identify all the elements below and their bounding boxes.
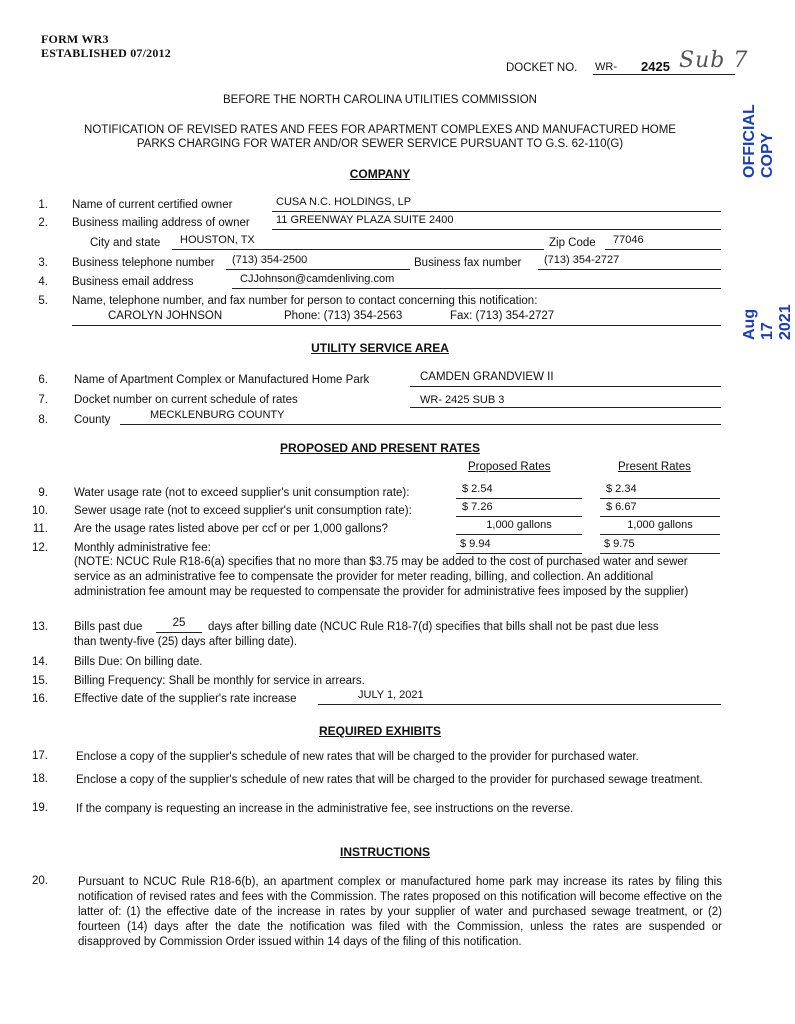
docket-number: 2425 xyxy=(641,59,670,74)
item-6-number: 6. xyxy=(38,374,48,386)
contact-fax: Fax: (713) 354-2727 xyxy=(450,310,555,322)
mailing-address-field xyxy=(272,214,721,230)
zip-label: Zip Code xyxy=(549,237,596,249)
owner-name-value: CUSA N.C. HOLDINGS, LP xyxy=(276,196,412,208)
item-1-number: 1. xyxy=(38,199,48,211)
item-3-label: Business telephone number xyxy=(72,257,215,269)
item-9-label: Water usage rate (not to exceed supplier's unit consumption rate): xyxy=(74,487,410,499)
fax-label: Business fax number xyxy=(414,257,522,269)
item-13-continued: than twenty-five (25) days after billing date). xyxy=(74,636,298,648)
item-7-label: Docket number on current schedule of rates xyxy=(74,394,298,406)
admin-fee-proposed-field xyxy=(456,538,582,554)
contact-field xyxy=(72,310,721,326)
item-18-number: 18. xyxy=(32,773,48,785)
proposed-column-header: Proposed Rates xyxy=(468,461,551,473)
item-13-pre: Bills past due xyxy=(74,621,143,633)
sewer-rate-proposed: $ 7.26 xyxy=(462,501,493,513)
county-value: MECKLENBURG COUNTY xyxy=(150,409,285,421)
contact-name: CAROLYN JOHNSON xyxy=(108,310,223,322)
admin-fee-proposed: $ 9.94 xyxy=(460,538,491,550)
notification-title-line2: PARKS CHARGING FOR WATER AND/OR SEWER SERVICE PURSUANT TO G.S. 62-110(G) xyxy=(136,138,624,150)
docket-label: DOCKET NO. xyxy=(506,62,578,74)
docket-current-field xyxy=(410,393,721,408)
telephone-value: (713) 354-2500 xyxy=(232,254,308,266)
item-14-number: 14. xyxy=(32,656,48,668)
item-16-number: 16. xyxy=(32,693,48,705)
city-label: City and state xyxy=(90,237,161,249)
item-14-label: Bills Due: On billing date. xyxy=(74,656,203,668)
present-column-header: Present Rates xyxy=(618,461,691,473)
docket-current-value: WR- 2425 SUB 3 xyxy=(420,394,505,406)
item-20-text: Pursuant to NCUC Rule R18-6(b), an apartment complex or manufactured home park may increase its rates by filing this notification of revised rates and fees with the Commission. The rates proposed on this notification will become effective on the latter of: (1) the effective date of the increase in rates by your supplier of water and purchased sewage treatment, or (2) fourteen (14) days after the date the notification was filed with the Commission, unless the rates are suspended or disapproved by Commission Order issued within 14 days of the filing of this notification. xyxy=(78,876,722,948)
item-7-number: 7. xyxy=(38,394,48,406)
item-12-label: Monthly administrative fee: xyxy=(74,542,211,554)
sewer-rate-present: $ 6.67 xyxy=(606,501,637,513)
mailing-address-value: 11 GREENWAY PLAZA SUITE 2400 xyxy=(276,214,454,226)
county-field xyxy=(120,409,721,425)
utility-heading: UTILITY SERVICE AREA xyxy=(311,341,449,355)
contact-phone: Phone: (713) 354-2563 xyxy=(284,310,403,322)
item-2-number: 2. xyxy=(38,217,48,229)
rate-unit-proposed-field xyxy=(456,519,582,535)
rate-unit-present: 1,000 gallons xyxy=(627,519,693,531)
fax-value: (713) 354-2727 xyxy=(544,254,620,266)
city-value: HOUSTON, TX xyxy=(180,234,255,246)
item-10-number: 10. xyxy=(32,505,48,517)
docket-sub-handwritten: Sub 7 xyxy=(679,48,749,73)
water-rate-proposed-field xyxy=(456,483,582,499)
fax-field xyxy=(538,254,721,270)
owner-name-field xyxy=(272,196,721,212)
past-due-days-value: 25 xyxy=(172,617,186,629)
admin-fee-present-field xyxy=(600,538,720,554)
complex-name-value: CAMDEN GRANDVIEW II xyxy=(420,371,554,383)
item-15-number: 15. xyxy=(32,675,48,687)
rate-unit-proposed: 1,000 gallons xyxy=(486,519,552,531)
form-established: ESTABLISHED 07/2012 xyxy=(41,46,171,60)
sewer-rate-proposed-field xyxy=(456,501,582,517)
item-16-label: Effective date of the supplier's rate increase xyxy=(74,693,297,705)
item-3-number: 3. xyxy=(38,257,48,269)
item-18-text: Enclose a copy of the supplier's schedule of new rates that will be charged to the provider for purchased sewage treatment. xyxy=(76,774,703,786)
item-11-number: 11. xyxy=(32,523,48,535)
rates-heading: PROPOSED AND PRESENT RATES xyxy=(279,441,481,455)
telephone-field xyxy=(226,254,410,270)
item-10-label: Sewer usage rate (not to exceed supplier's unit consumption rate): xyxy=(74,505,412,517)
item-12-number: 12. xyxy=(32,542,48,554)
item-20-number: 20. xyxy=(32,875,48,887)
form-number: FORM WR3 xyxy=(41,32,109,46)
item-8-number: 8. xyxy=(38,414,48,426)
item-13-post: days after billing date (NCUC Rule R18-7(d) specifies that bills shall not be past due less xyxy=(208,621,659,633)
item-13-number: 13. xyxy=(32,621,48,633)
exhibits-heading: REQUIRED EXHIBITS xyxy=(318,724,441,738)
email-field xyxy=(232,273,721,289)
item-4-label: Business email address xyxy=(72,276,194,288)
item-17-number: 17. xyxy=(32,750,48,762)
item-8-label: County xyxy=(74,414,111,426)
item-4-number: 4. xyxy=(38,276,48,288)
item-5-label: Name, telephone number, and fax number for person to contact concerning this notification: xyxy=(72,295,538,307)
email-value: CJJohnson@camdenliving.com xyxy=(240,273,395,285)
rate-unit-present-field xyxy=(600,519,720,535)
item-5-number: 5. xyxy=(38,295,48,307)
commission-title: BEFORE THE NORTH CAROLINA UTILITIES COMMISSION xyxy=(223,94,537,106)
item-19-number: 19. xyxy=(32,802,48,814)
instructions-heading: INSTRUCTIONS xyxy=(340,845,430,859)
water-rate-present-field xyxy=(600,483,720,499)
water-rate-proposed: $ 2.54 xyxy=(462,483,493,495)
item-17-text: Enclose a copy of the supplier's schedule of new rates that will be charged to the provider for purchased water. xyxy=(76,751,639,763)
effective-date-field xyxy=(318,689,721,705)
company-heading: COMPANY xyxy=(349,167,411,181)
zip-value: 77046 xyxy=(613,234,644,246)
item-1-label: Name of current certified owner xyxy=(72,199,233,211)
notification-title-line1: NOTIFICATION OF REVISED RATES AND FEES FOR APARTMENT COMPLEXES AND MANUFACTURED HOME xyxy=(84,124,676,136)
water-rate-present: $ 2.34 xyxy=(606,483,637,495)
admin-fee-note: (NOTE: NCUC Rule R18-6(a) specifies that no more than $3.75 may be added to the cost of purchased water and sewer service as an administrative fee to compensate the provider for meter reading, billing, and collection. An additional administration fee amount may be requested to compensate the provider for administrative fees imposed by the supplier) xyxy=(74,556,689,598)
item-11-label: Are the usage rates listed above per ccf or per 1,000 gallons? xyxy=(74,523,388,535)
docket-field xyxy=(593,48,749,75)
zip-field xyxy=(605,234,721,250)
admin-fee-present: $ 9.75 xyxy=(604,538,635,550)
effective-date-value: JULY 1, 2021 xyxy=(358,689,424,701)
city-field xyxy=(172,234,544,250)
item-2-label: Business mailing address of owner xyxy=(72,217,250,229)
official-copy-stamp: OFFICIAL COPY xyxy=(741,104,776,178)
item-6-label: Name of Apartment Complex or Manufactured Home Park xyxy=(74,374,370,386)
docket-prefix: WR- xyxy=(595,61,617,73)
complex-name-field xyxy=(410,371,721,387)
sewer-rate-present-field xyxy=(600,501,720,517)
item-15-label: Billing Frequency: Shall be monthly for service in arrears. xyxy=(74,675,365,687)
item-19-text: If the company is requesting an increase in the administrative fee, see instructions on the reverse. xyxy=(76,803,574,815)
filed-date-stamp: Aug 17 2021 xyxy=(741,304,794,340)
past-due-days-field xyxy=(156,617,202,633)
item-9-number: 9. xyxy=(38,487,48,499)
